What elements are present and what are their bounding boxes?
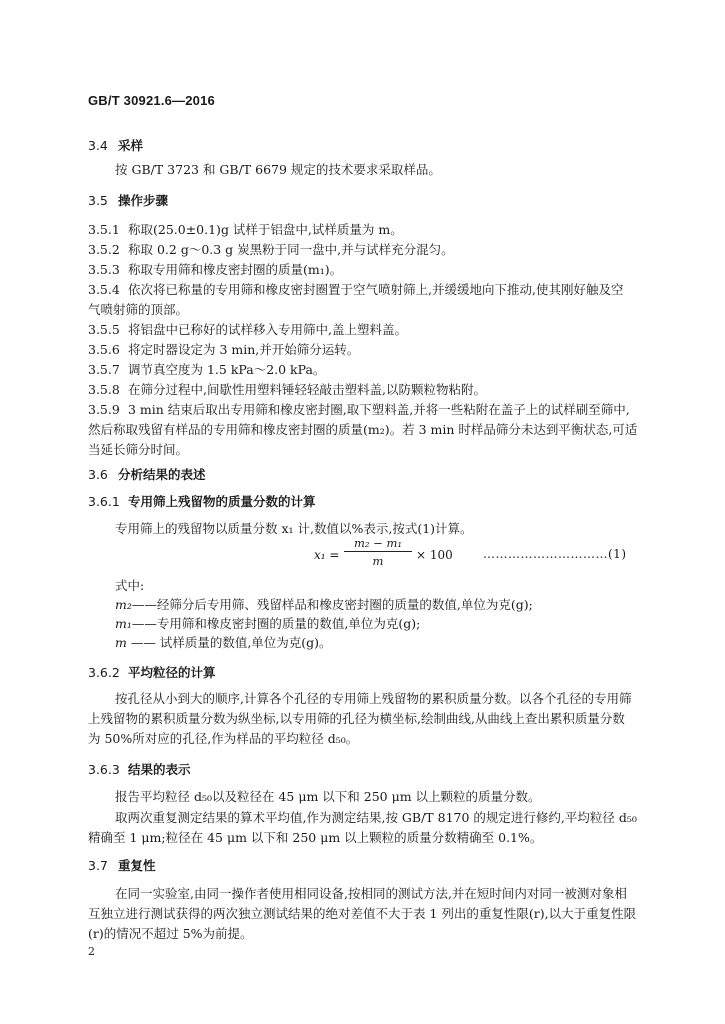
step-text: 调节真空度为 1.5 kPa～2.0 kPa。 [128, 362, 326, 377]
section-number: 3.4 [88, 138, 108, 153]
section-3-6-3-line-1: 报告平均粒径 d₅₀以及粒径在 45 μm 以下和 250 μm 以上颗粒的质量分数。 [115, 789, 541, 804]
section-3-6-heading [88, 465, 206, 483]
definition-symbol: m [115, 635, 127, 650]
section-3-6-3-line-3: 精确至 1 μm;粒径在 45 μm 以下和 250 μm 以上颗粒的质量分数精确至 0.1%。 [88, 830, 543, 845]
step-number: 3.5.7 [88, 362, 120, 377]
formula-fraction [344, 536, 412, 568]
definition-m [115, 633, 332, 652]
standard-header: GB/T 30921.6—2016 [88, 93, 215, 108]
section-title: 分析结果的表述 [118, 467, 206, 482]
section-3-7-line-1: 在同一实验室,由同一操作者使用相同设备,按相同的测试方法,并在短时间内对同一被测对象相 [115, 886, 627, 901]
step-number: 3.5.5 [88, 322, 120, 337]
section-number: 3.6.1 [88, 494, 120, 509]
section-number: 3.5 [88, 193, 108, 208]
definition-dash: —— [126, 635, 160, 650]
step-3-5-9-continuation-2: 当延长筛分时间。 [88, 442, 189, 457]
section-3-6-2-line-3: 为 50%所对应的孔径,作为样品的平均粒径 d₅₀。 [88, 731, 359, 746]
section-3-7-line-3: (r)的情况不超过 5%为前提。 [88, 926, 253, 941]
step-text: 称取(25.0±0.1)g 试样于铝盘中,试样质量为 m。 [128, 222, 403, 237]
step-number: 3.5.6 [88, 342, 120, 357]
formula-rhs: × 100 [416, 548, 453, 562]
step-text: 在筛分过程中,间歇性用塑料锤轻轻敲击塑料盖,以防颗粒物粘附。 [128, 382, 486, 397]
section-title: 平均粒径的计算 [128, 665, 216, 680]
definition-m1 [115, 614, 420, 633]
step-text: 称取 0.2 g～0.3 g 炭黑粉于同一盘中,并与试样充分混匀。 [128, 242, 454, 257]
definition-text: 专用筛和橡皮密封圈的质量的数值,单位为克(g); [156, 616, 421, 631]
section-3-6-2-line-1: 按孔径从小到大的顺序,计算各个孔径的专用筛上残留物的累积质量分数。以各个孔径的专用筛 [115, 691, 632, 706]
definition-dash: —— [131, 597, 157, 612]
step-3-5-7 [88, 360, 658, 380]
section-3-5-heading [88, 191, 168, 209]
section-3-4-heading [88, 136, 143, 154]
definition-dash: —— [131, 616, 157, 631]
section-title: 重复性 [118, 858, 156, 873]
step-3-5-4 [88, 280, 658, 300]
section-3-6-1-intro: 专用筛上的残留物以质量分数 x₁ 计,数值以%表示,按式(1)计算。 [115, 521, 473, 536]
formula-numerator: m₂ − m₁ [344, 536, 412, 552]
formula-denominator: m [372, 554, 384, 568]
where-label: 式中: [115, 578, 145, 593]
step-3-5-3 [88, 260, 658, 280]
step-text: 依次将已称量的专用筛和橡皮密封圈置于空气喷射筛上,并缓缓地向下推动,使其刚好触及空 [128, 282, 624, 297]
step-number: 3.5.3 [88, 262, 120, 277]
section-number: 3.7 [88, 858, 108, 873]
section-3-7-line-2: 互独立进行测试获得的两次独立测试结果的绝对差值不大于表 1 列出的重复性限(r),以大于重复性限 [88, 906, 637, 921]
definition-m2 [115, 595, 533, 614]
section-number: 3.6.2 [88, 665, 120, 680]
definition-text: 试样质量的数值,单位为克(g)。 [159, 635, 332, 650]
step-number: 3.5.9 [88, 402, 120, 417]
step-3-5-2 [88, 240, 658, 260]
step-text: 称取专用筛和橡皮密封圈的质量(m₁)。 [128, 262, 343, 277]
section-3-6-2-heading [88, 663, 216, 681]
section-title: 操作步骤 [118, 193, 169, 208]
section-3-6-2-line-2: 上残留物的累积质量分数为纵坐标,以专用筛的孔径为横坐标,绘制曲线,从曲线上查出累积质量分数 [88, 711, 625, 726]
section-3-7-heading [88, 856, 156, 874]
step-3-5-9 [88, 400, 658, 420]
section-number: 3.6 [88, 467, 108, 482]
step-3-5-9-continuation: 然后称取残留有样品的专用筛和橡皮密封圈的质量(m₂)。若 3 min 时样品筛分未达到平衡状态,可适 [88, 422, 638, 437]
section-title: 采样 [118, 138, 144, 153]
step-text: 将铝盘中已称好的试样移入专用筛中,盖上塑料盖。 [128, 322, 407, 337]
formula-lhs: x₁ = [314, 548, 340, 562]
step-3-5-1 [88, 220, 658, 240]
section-title: 专用筛上残留物的质量分数的计算 [128, 494, 316, 509]
step-text: 3 min 结束后取出专用筛和橡皮密封圈,取下塑料盖,并将一些粘附在盖子上的试样刷至筛中, [128, 402, 630, 417]
definition-symbol: m₂ [115, 597, 132, 612]
step-number: 3.5.8 [88, 382, 120, 397]
step-3-5-8 [88, 380, 658, 400]
step-number: 3.5.1 [88, 222, 120, 237]
definition-symbol: m₁ [115, 616, 132, 631]
section-3-6-3-heading [88, 760, 191, 778]
step-3-5-5 [88, 320, 658, 340]
section-title: 结果的表示 [128, 762, 191, 777]
section-3-6-1-heading [88, 492, 316, 510]
definition-text: 经筛分后专用筛、残留样品和橡皮密封圈的质量的数值,单位为克(g); [156, 597, 533, 612]
page-number: 2 [88, 945, 95, 958]
section-number: 3.6.3 [88, 762, 120, 777]
equation-label: …………………………(1) [483, 547, 627, 561]
section-3-6-3-line-2: 取两次重复测定结果的算术平均值,作为测定结果,按 GB/T 8170 的规定进行修约,平均粒径 d₅₀ [115, 810, 637, 825]
step-3-5-4-continuation: 气喷射筛的顶部。 [88, 302, 189, 317]
step-3-5-6 [88, 340, 658, 360]
step-number: 3.5.4 [88, 282, 120, 297]
step-number: 3.5.2 [88, 242, 120, 257]
step-text: 将定时器设定为 3 min,并开始筛分运转。 [128, 342, 360, 357]
section-3-4-text: 按 GB/T 3723 和 GB/T 6679 规定的技术要求采取样品。 [115, 162, 441, 177]
